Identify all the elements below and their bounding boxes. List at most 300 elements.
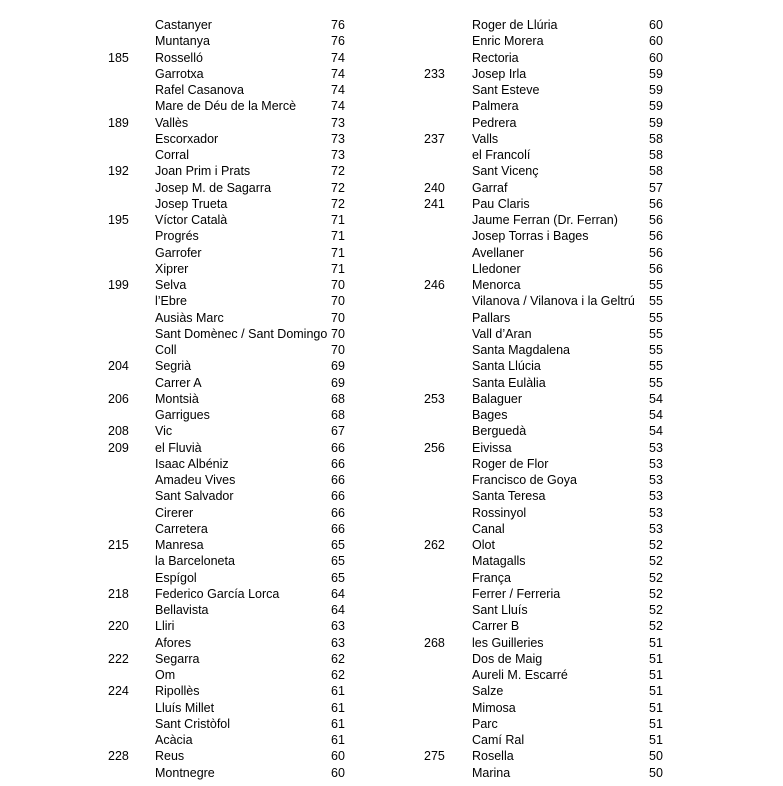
rank-number: 199 (108, 278, 129, 292)
street-name: Pallars (472, 310, 511, 325)
rank-number: 195 (108, 213, 129, 227)
count-value: 65 (331, 570, 345, 585)
table-row (108, 651, 348, 667)
count-value: 56 (649, 229, 663, 244)
count-value: 59 (649, 99, 663, 114)
table-row (424, 66, 664, 82)
street-name: Pedrera (472, 115, 517, 130)
street-name: Corral (155, 148, 190, 162)
street-name: Salze (472, 684, 504, 699)
table-row (424, 277, 664, 293)
street-name: Roger de Llúria (472, 18, 558, 32)
table-row (108, 732, 348, 748)
table-row (424, 472, 664, 488)
count-value: 62 (331, 668, 345, 682)
street-name: Sant Esteve (472, 83, 540, 97)
street-name: Muntanya (155, 34, 210, 49)
table-row (424, 521, 664, 537)
table-row (424, 326, 664, 342)
count-value: 67 (331, 424, 345, 439)
street-name: Selva (155, 278, 187, 292)
street-name: Roger de Flor (472, 456, 549, 471)
table-row (424, 310, 664, 326)
street-name: Montsià (155, 391, 199, 406)
count-value: 70 (331, 294, 345, 309)
street-name: Francisco de Goya (472, 473, 577, 487)
count-value: 56 (649, 196, 663, 211)
count-value: 54 (649, 424, 663, 439)
table-row (108, 310, 348, 326)
count-value: 62 (331, 651, 345, 666)
count-value: 71 (331, 229, 345, 244)
table-row (108, 765, 348, 781)
street-name: Cirerer (155, 505, 194, 520)
count-value: 71 (331, 245, 345, 260)
street-name: Santa Eulàlia (472, 375, 546, 390)
table-row (108, 391, 348, 407)
table-row (424, 261, 664, 277)
table-row (108, 212, 348, 228)
table-row (108, 131, 348, 147)
count-value: 60 (649, 50, 663, 65)
rank-number: 218 (108, 586, 129, 601)
count-value: 76 (331, 34, 345, 49)
table-row (108, 602, 348, 618)
street-name: Rectoria (472, 50, 519, 65)
count-value: 72 (331, 196, 345, 211)
count-value: 68 (331, 391, 345, 406)
street-name: Josep M. de Sagarra (155, 180, 272, 195)
rank-number: 246 (424, 278, 445, 292)
left-column (108, 17, 348, 781)
street-name: Garraf (472, 180, 508, 195)
table-row (108, 228, 348, 244)
count-value: 55 (649, 294, 663, 309)
count-value: 57 (649, 180, 663, 195)
count-value: 69 (331, 375, 345, 390)
street-name: Lluís Millet (155, 700, 215, 715)
table-row (108, 716, 348, 732)
count-value: 66 (331, 505, 345, 520)
count-value: 71 (331, 261, 345, 276)
street-name: Lledoner (472, 261, 521, 276)
count-value: 54 (649, 391, 663, 406)
street-name: l’Ebre (155, 294, 187, 309)
count-value: 65 (331, 554, 345, 569)
table-row (424, 245, 664, 261)
count-value: 51 (649, 733, 663, 747)
table-row (108, 196, 348, 212)
rank-number: 204 (108, 359, 129, 374)
street-name: Eivissa (472, 440, 512, 455)
count-value: 52 (649, 603, 663, 617)
count-value: 55 (649, 326, 663, 341)
street-name: Valls (472, 131, 499, 146)
count-value: 73 (331, 115, 345, 130)
street-name: Carrer A (155, 375, 202, 390)
count-value: 61 (331, 716, 345, 731)
table-row (424, 375, 664, 391)
count-value: 51 (649, 716, 663, 731)
table-row (424, 196, 664, 212)
table-row (108, 537, 348, 553)
count-value: 55 (649, 359, 663, 374)
table-row (424, 732, 664, 748)
table-row (108, 505, 348, 521)
table-row (108, 553, 348, 569)
table-row (108, 50, 348, 66)
table-row (424, 98, 664, 114)
table-row (424, 586, 664, 602)
count-value: 55 (649, 375, 663, 390)
count-value: 64 (331, 586, 345, 601)
count-value: 56 (649, 213, 663, 227)
count-value: 63 (331, 635, 345, 650)
count-value: 73 (331, 148, 345, 162)
table-row (108, 245, 348, 261)
table-row (424, 440, 664, 456)
table-row (424, 293, 664, 309)
count-value: 60 (331, 765, 345, 780)
rank-number: 215 (108, 538, 129, 552)
street-name: Amadeu Vives (155, 473, 236, 487)
rank-number: 253 (424, 391, 445, 406)
table-row (424, 570, 664, 586)
table-row (108, 115, 348, 131)
table-row (424, 683, 664, 699)
street-name: Parc (472, 716, 498, 731)
count-value: 56 (649, 245, 663, 260)
count-value: 56 (649, 261, 663, 276)
table-row (108, 667, 348, 683)
count-value: 66 (331, 489, 345, 504)
table-row (424, 537, 664, 553)
count-value: 53 (649, 489, 663, 504)
table-row (424, 748, 664, 764)
count-value: 72 (331, 164, 345, 179)
table-row (108, 586, 348, 602)
count-value: 53 (649, 456, 663, 471)
count-value: 70 (331, 310, 345, 325)
rank-number: 206 (108, 391, 129, 406)
table-row (108, 326, 348, 342)
table-row (108, 440, 348, 456)
count-value: 59 (649, 66, 663, 81)
count-value: 52 (649, 538, 663, 552)
count-value: 58 (649, 164, 663, 179)
count-value: 51 (649, 684, 663, 699)
street-name: Camí Ral (472, 733, 525, 747)
count-value: 52 (649, 570, 663, 585)
count-value: 66 (331, 473, 345, 487)
table-row (108, 342, 348, 358)
street-name: Segrià (155, 359, 192, 374)
street-name: Carretera (155, 521, 208, 536)
table-row (108, 748, 348, 764)
table-row (424, 391, 664, 407)
street-name: Matagalls (472, 554, 526, 569)
street-name: Josep Irla (472, 66, 527, 81)
street-name: Santa Teresa (472, 489, 546, 504)
table-row (108, 407, 348, 423)
table-row (424, 716, 664, 732)
street-name: Canal (472, 521, 505, 536)
street-name: França (472, 570, 511, 585)
count-value: 59 (649, 83, 663, 97)
table-row (108, 277, 348, 293)
count-value: 71 (331, 213, 345, 227)
street-name: el Francolí (472, 148, 531, 162)
table-row (424, 488, 664, 504)
count-value: 70 (331, 326, 345, 341)
street-name: Xiprer (155, 261, 189, 276)
street-name: Garrofer (155, 245, 202, 260)
table-row (108, 261, 348, 277)
table-row (108, 163, 348, 179)
table-row (108, 700, 348, 716)
table-row (424, 115, 664, 131)
table-row (108, 82, 348, 98)
table-row (424, 618, 664, 634)
street-name: Josep Torras i Bages (472, 229, 589, 244)
table-row (424, 17, 664, 33)
rank-number: 222 (108, 651, 129, 666)
street-name: les Guilleries (472, 635, 544, 650)
street-name: Sant Cristòfol (155, 716, 231, 731)
count-value: 63 (331, 619, 345, 634)
street-name: Bages (472, 408, 508, 422)
street-name: Castanyer (155, 18, 212, 32)
table-row (108, 635, 348, 651)
street-name: Menorca (472, 278, 521, 292)
table-row (424, 180, 664, 196)
table-row (424, 82, 664, 98)
street-name: Vall d’Aran (472, 326, 532, 341)
rank-number: 224 (108, 684, 129, 699)
count-value: 60 (649, 18, 663, 32)
count-value: 65 (331, 538, 345, 552)
count-value: 50 (649, 749, 663, 764)
count-value: 73 (331, 131, 345, 146)
count-value: 70 (331, 278, 345, 292)
table-row (424, 505, 664, 521)
count-value: 54 (649, 408, 663, 422)
street-name: Manresa (155, 538, 204, 552)
street-name: Enric Morera (472, 34, 544, 49)
street-name: Mimosa (472, 700, 516, 715)
street-name: Joan Prim i Prats (155, 164, 251, 179)
table-row (424, 651, 664, 667)
street-name: Ripollès (155, 684, 200, 699)
count-value: 66 (331, 456, 345, 471)
street-name: Federico García Lorca (155, 586, 280, 601)
count-value: 58 (649, 131, 663, 146)
rank-number: 228 (108, 749, 129, 764)
street-name: el Fluvià (155, 440, 202, 455)
street-name: Berguedà (472, 424, 527, 439)
street-name: Palmera (472, 99, 519, 114)
count-value: 66 (331, 440, 345, 455)
count-value: 64 (331, 603, 345, 617)
table-row (424, 147, 664, 163)
rank-number: 268 (424, 635, 445, 650)
rank-number: 233 (424, 66, 445, 81)
street-name: la Barceloneta (155, 554, 235, 569)
right-column (424, 17, 664, 781)
count-value: 74 (331, 83, 345, 97)
street-name: Ferrer / Ferreria (472, 586, 561, 601)
table-row (108, 618, 348, 634)
street-name: Rosella (472, 749, 514, 764)
rank-number: 237 (424, 131, 445, 146)
street-name: Rosselló (155, 50, 203, 65)
count-value: 66 (331, 521, 345, 536)
count-value: 51 (649, 668, 663, 682)
rank-number: 192 (108, 164, 129, 179)
table-row (108, 66, 348, 82)
table-row (424, 635, 664, 651)
street-name: Afores (155, 635, 192, 650)
count-value: 53 (649, 440, 663, 455)
table-row (108, 521, 348, 537)
count-value: 50 (649, 765, 663, 780)
street-name: Balaguer (472, 391, 523, 406)
street-name: Sant Domènec / Sant Domingo (155, 326, 328, 341)
table-row (424, 765, 664, 781)
count-value: 55 (649, 343, 663, 357)
rank-number: 220 (108, 619, 129, 634)
count-value: 55 (649, 310, 663, 325)
count-value: 68 (331, 408, 345, 422)
rank-number: 189 (108, 115, 129, 130)
count-value: 52 (649, 619, 663, 634)
table-row (108, 488, 348, 504)
table-row (108, 570, 348, 586)
table-row (424, 131, 664, 147)
table-row (108, 293, 348, 309)
street-name: Carrer B (472, 619, 520, 634)
count-value: 61 (331, 700, 345, 715)
street-name: Vallès (155, 115, 189, 130)
street-name: Sant Salvador (155, 489, 234, 504)
table-row (424, 456, 664, 472)
street-name: Espígol (155, 570, 197, 585)
table-row (108, 472, 348, 488)
table-row (424, 553, 664, 569)
street-name: Bellavista (155, 603, 209, 617)
table-row (424, 667, 664, 683)
table-row (424, 212, 664, 228)
count-value: 52 (649, 586, 663, 601)
street-name: Vic (155, 424, 173, 439)
table-row (424, 50, 664, 66)
table-row (108, 456, 348, 472)
count-value: 74 (331, 50, 345, 65)
count-value: 53 (649, 505, 663, 520)
street-name: Aureli M. Escarré (472, 668, 568, 682)
count-value: 61 (331, 684, 345, 699)
table-row (424, 358, 664, 374)
count-value: 70 (331, 343, 345, 357)
street-name: Pau Claris (472, 196, 530, 211)
street-name: Jaume Ferran (Dr. Ferran) (472, 213, 618, 227)
count-value: 61 (331, 733, 345, 747)
count-value: 60 (331, 749, 345, 764)
street-name: Isaac Albéniz (155, 456, 229, 471)
count-value: 55 (649, 278, 663, 292)
street-name: Om (155, 668, 176, 682)
count-value: 72 (331, 180, 345, 195)
street-name: Santa Magdalena (472, 343, 570, 357)
street-name: Sant Vicenç (472, 164, 539, 179)
street-name: Acàcia (155, 733, 193, 747)
count-value: 60 (649, 34, 663, 49)
street-name: Santa Llúcia (472, 359, 541, 374)
street-name: Escorxador (155, 131, 219, 146)
count-value: 69 (331, 359, 345, 374)
rank-number: 275 (424, 749, 445, 764)
table-row (424, 700, 664, 716)
rank-number: 208 (108, 424, 129, 439)
table-row (108, 33, 348, 49)
street-name: Avellaner (472, 245, 524, 260)
table-row (424, 33, 664, 49)
table-row (424, 228, 664, 244)
table-row (108, 683, 348, 699)
table-row (108, 180, 348, 196)
street-name: Montnegre (155, 765, 215, 780)
street-name: Ausiàs Marc (155, 310, 224, 325)
count-value: 52 (649, 554, 663, 569)
table-row (108, 375, 348, 391)
street-name: Dos de Maig (472, 651, 543, 666)
count-value: 74 (331, 66, 345, 81)
count-value: 58 (649, 148, 663, 162)
rank-number: 241 (424, 196, 445, 211)
street-name: Rossinyol (472, 505, 527, 520)
street-name: Víctor Català (155, 213, 228, 227)
count-value: 59 (649, 115, 663, 130)
street-name: Vilanova / Vilanova i la Geltrú (472, 294, 635, 309)
table-row (108, 17, 348, 33)
street-name: Segarra (155, 651, 200, 666)
table-row (424, 163, 664, 179)
street-name: Progrés (155, 229, 199, 244)
street-name: Rafel Casanova (155, 83, 244, 97)
street-name: Coll (155, 343, 177, 357)
street-name: Garrigues (155, 408, 210, 422)
count-value: 51 (649, 700, 663, 715)
count-value: 76 (331, 18, 345, 32)
count-value: 51 (649, 651, 663, 666)
rank-number: 256 (424, 440, 445, 455)
street-name: Sant Lluís (472, 603, 528, 617)
count-value: 53 (649, 521, 663, 536)
street-name: Josep Trueta (155, 196, 228, 211)
table-row (108, 147, 348, 163)
rank-number: 185 (108, 50, 129, 65)
street-name: Garrotxa (155, 66, 204, 81)
rank-number: 209 (108, 440, 129, 455)
street-name: Lliri (155, 619, 175, 634)
table-row (108, 358, 348, 374)
table-row (424, 602, 664, 618)
table-row (108, 98, 348, 114)
table-row (424, 407, 664, 423)
street-name: Reus (155, 749, 185, 764)
rank-number: 240 (424, 180, 445, 195)
table-row (424, 423, 664, 439)
